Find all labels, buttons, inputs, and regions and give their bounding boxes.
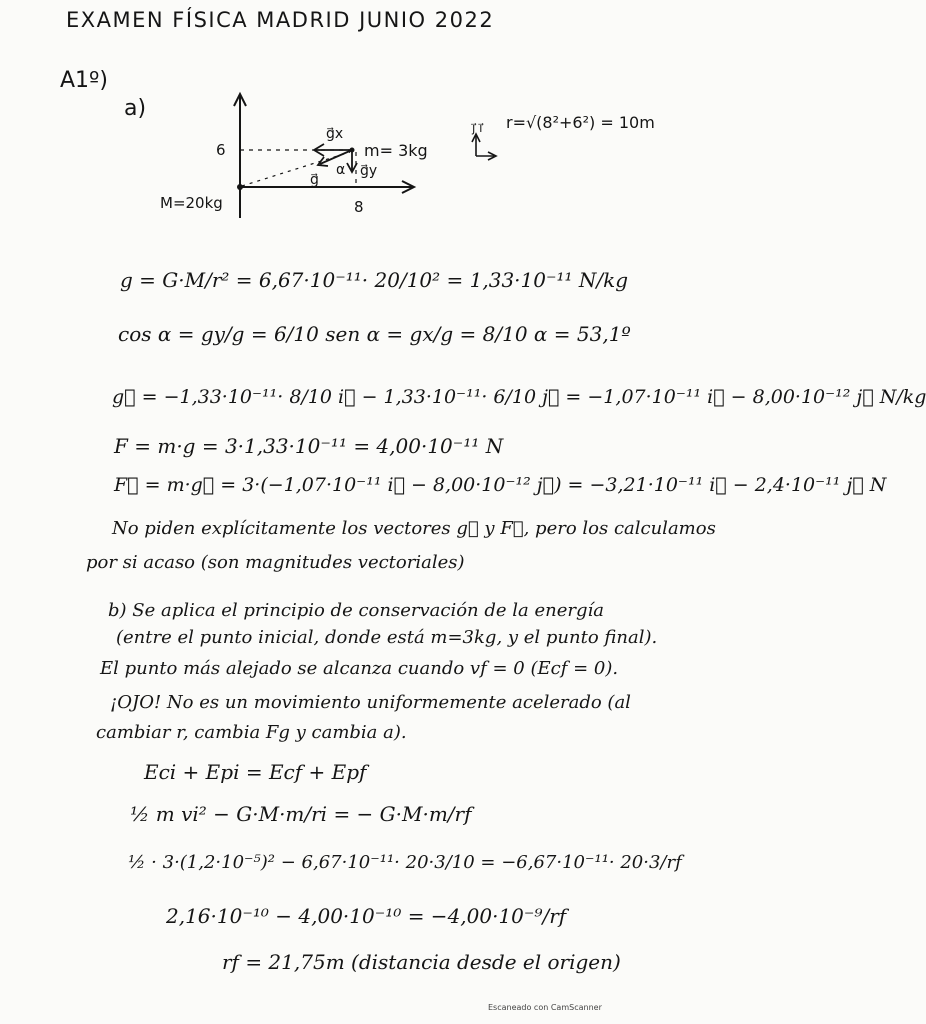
part-b-line-5: cambiar r, cambia Fg y cambia a). xyxy=(96,722,407,743)
part-b-line-3: El punto más alejado se alcanza cuando vf = 0 (Ecf = 0). xyxy=(100,658,619,679)
gy-label: g⃗y xyxy=(360,163,378,179)
distance-label: r=√(8²+6²) = 10m xyxy=(506,113,655,132)
energy-expanded: ½ m vi² − G·M·m/ri = − G·M·m/rf xyxy=(130,802,472,826)
alpha-label: α xyxy=(336,162,346,178)
origin-dot xyxy=(237,184,243,190)
coordinate-diagram xyxy=(160,88,680,223)
energy-equation: Eci + Epi = Ecf + Epf xyxy=(144,760,367,784)
final-result: rf = 21,75m (distancia desde el origen) xyxy=(222,950,621,974)
part-b-line-1: b) Se aplica el principio de conservación de la energía xyxy=(108,600,604,621)
note-line-1: No piden explícitamente los vectores g⃗ y F⃗, pero los calculamos xyxy=(112,518,716,539)
line-force-vector: F⃗ = m·g⃗ = 3·(−1,07·10⁻¹¹ i⃗ − 8,00·10⁻¹² j⃗) = −3,21·10⁻¹¹ i⃗ − 2,4·10⁻¹¹ j⃗ N xyxy=(114,474,887,496)
big-mass-label: M=20kg xyxy=(160,194,223,212)
small-mass-dot xyxy=(350,148,355,153)
energy-simplified: 2,16·10⁻¹⁰ − 4,00·10⁻¹⁰ = −4,00·10⁻⁹/rf xyxy=(166,904,567,928)
energy-substituted: ½ · 3·(1,2·10⁻⁵)² − 6,67·10⁻¹¹· 20·3/10 = −6,67·10⁻¹¹· 20·3/rf xyxy=(128,852,682,873)
line-g-magnitude: g = G·M/r² = 6,67·10⁻¹¹· 20/10² = 1,33·10⁻¹¹ N/kg xyxy=(120,268,629,292)
line-force-magnitude: F = m·g = 3·1,33·10⁻¹¹ = 4,00·10⁻¹¹ N xyxy=(114,434,504,458)
exam-title: EXAMEN FÍSICA MADRID JUNIO 2022 xyxy=(66,8,495,32)
gx-label: g⃗x xyxy=(326,126,344,142)
part-b-line-2: (entre el punto inicial, donde está m=3kg, y el punto final). xyxy=(116,627,658,648)
part-b-line-4: ¡OJO! No es un movimiento uniformemente acelerado (al xyxy=(110,692,631,713)
unit-vectors-label: j⃗ i⃗ xyxy=(472,121,483,135)
unit-vectors-icon xyxy=(472,134,496,160)
g-label: g⃗ xyxy=(310,172,319,188)
line-angle: cos α = gy/g = 6/10 sen α = gx/g = 8/10 α = 53,1º xyxy=(118,322,631,346)
note-line-2: por si acaso (son magnitudes vectoriales) xyxy=(86,552,465,573)
x-tick-label: 8 xyxy=(354,198,364,216)
y-tick-label: 6 xyxy=(216,141,226,159)
line-g-vector: g⃗ = −1,33·10⁻¹¹· 8/10 i⃗ − 1,33·10⁻¹¹· 6/10 j⃗ = −1,07·10⁻¹¹ i⃗ − 8,00·10⁻¹² j⃗ N/kg xyxy=(112,386,926,408)
scanner-footer: Escaneado con CamScanner xyxy=(488,1003,602,1012)
section-heading: A1º) xyxy=(60,68,108,93)
small-mass-label: m= 3kg xyxy=(364,141,428,160)
part-a-label: a) xyxy=(124,96,147,121)
